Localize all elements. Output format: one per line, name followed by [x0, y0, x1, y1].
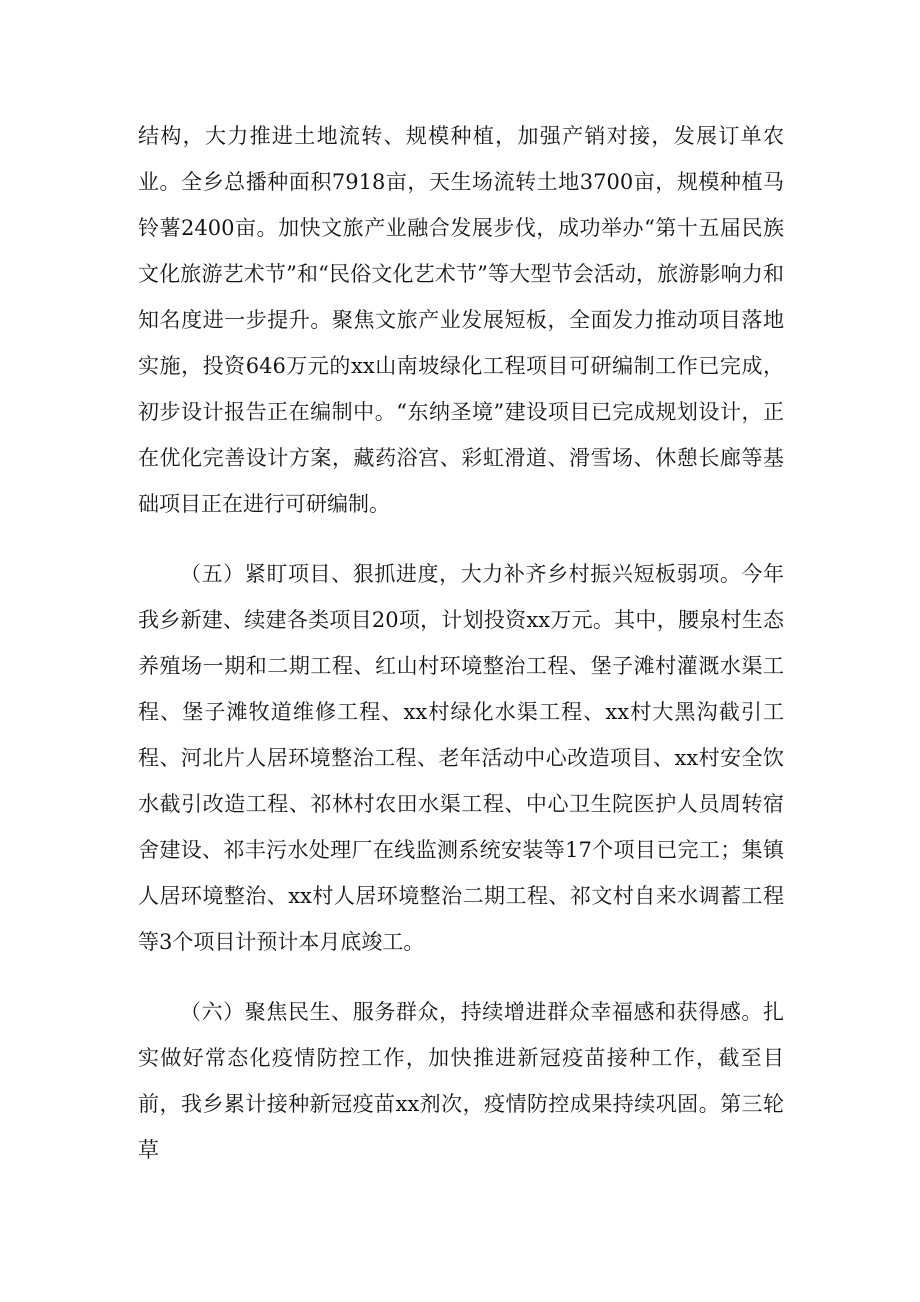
document-body [138, 113, 784, 1173]
paragraph-gap [138, 527, 784, 551]
paragraph-gap [138, 965, 784, 989]
paragraph-section-6: （六）聚焦民生、服务群众，持续增进群众幸福感和获得感。扎实做好常态化疫情防控工作，加快推进新冠疫苗接种工作，截至目前，我乡累计接种新冠疫苗xx剂次，疫情防控成果持续巩固。第三轮草 [138, 1000, 784, 1162]
paragraph-section-5: （五）紧盯项目、狠抓进度，大力补齐乡村振兴短板弱项。今年我乡新建、续建各类项目20项，计划投资xx万元。其中，腰泉村生态养殖场一期和二期工程、红山村环境整治工程、堡子滩村灌溉水渠工程、堡子滩牧道维修工程、xx村绿化水渠工程、xx村大黑沟截引工程、河北片人居环境整治工程、老年活动中心改造项目、xx村安全饮水截引改造工程、祁林村农田水渠工程、中心卫生院医护人员周转宿舍建设、祁丰污水处理厂在线监测系统安装等17个项目已完工；集镇人居环境整治、xx村人居环境整治二期工程、祁文村自来水调蓄工程等3个项目计预计本月底竣工。 [138, 562, 784, 954]
paragraph-continuation: 结构，大力推进土地流转、规模种植，加强产销对接，发展订单农业。全乡总播种面积7918亩，天生场流转土地3700亩，规模种植马铃薯2400亩。加快文旅产业融合发展步伐，成功举办“第十五届民族文化旅游艺术节”和“民俗文化艺术节”等大型节会活动，旅游影响力和知名度进一步提升。聚焦文旅产业发展短板，全面发力推动项目落地实施，投资646万元的xx山南坡绿化工程项目可研编制工作已完成，初步设计报告正在编制中。“东纳圣境”建设项目已完成规划设计，正在优化完善设计方案，藏药浴宫、彩虹滑道、滑雪场、休憩长廊等基础项目正在进行可研编制。 [138, 124, 784, 516]
